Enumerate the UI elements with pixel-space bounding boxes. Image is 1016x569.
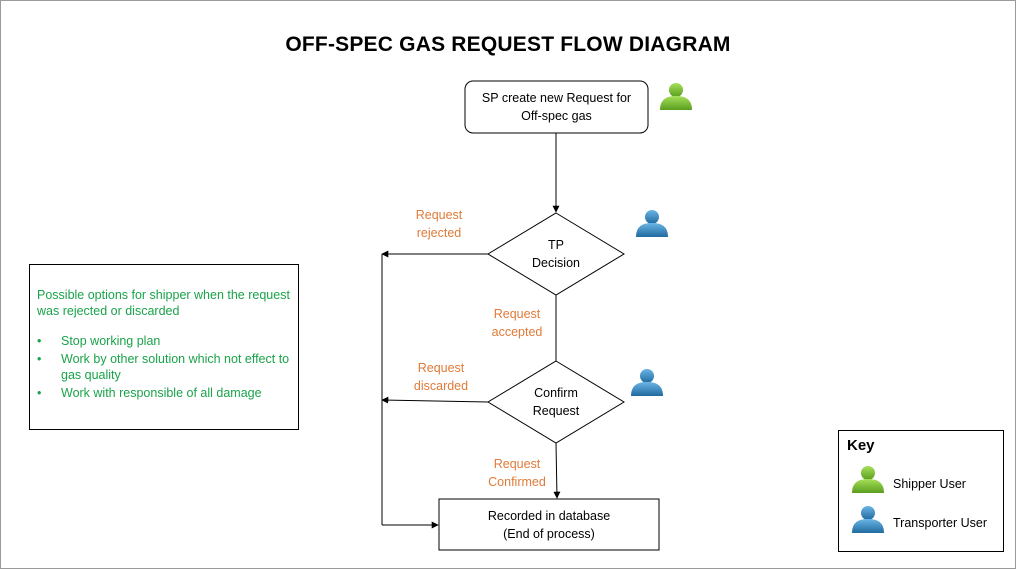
shipper-options-note <box>29 264 299 430</box>
legend-transporter-label: Transporter User <box>893 516 988 530</box>
confirm-request-label <box>506 384 606 420</box>
shipper-option-item <box>37 351 292 383</box>
confirm-request-line-2: Request <box>532 404 580 418</box>
edge-label-rejected-line-1: Request <box>415 208 463 222</box>
edge-label-discarded <box>401 359 481 395</box>
edge-label-accepted-line-2: accepted <box>491 325 543 339</box>
edge-discarded <box>382 400 488 402</box>
tp-decision-label <box>506 236 606 272</box>
edge-label-confirmed-line-1: Request <box>493 457 541 471</box>
confirm-request-line-1: Confirm <box>534 386 578 400</box>
shipper-option-item <box>37 333 292 349</box>
bullet-icon: • <box>37 334 42 348</box>
edge-label-rejected-line-2: rejected <box>416 226 462 240</box>
tp-decision-line-1: TP <box>548 238 564 252</box>
edge-label-discarded-line-2: discarded <box>413 379 469 393</box>
shipper-option-text: Stop working plan <box>61 334 161 348</box>
tp-decision-line-2: Decision <box>532 256 580 270</box>
end-node-line-2: (End of process) <box>503 527 595 541</box>
transporter-user-icon <box>636 210 668 237</box>
shipper-options-heading: Possible options for shipper when the request was rejected or discarded <box>37 288 290 318</box>
shipper-option-text: Work by other solution which not effect to gas quality <box>61 352 290 382</box>
edge-label-accepted <box>477 305 557 341</box>
legend-key <box>838 430 1004 552</box>
shipper-option-text: Work with responsible of all damage <box>61 386 262 400</box>
edge-label-confirmed <box>477 455 557 491</box>
start-node-label <box>465 89 648 125</box>
transporter-user-icon <box>631 369 663 396</box>
start-node-line-1: SP create new Request for <box>481 91 632 105</box>
bullet-icon: • <box>37 386 42 400</box>
start-node-line-2: Off-spec gas <box>521 109 592 123</box>
edge-label-rejected <box>399 206 479 242</box>
edge-label-accepted-line-1: Request <box>493 307 541 321</box>
shipper-user-icon <box>660 83 692 110</box>
page-title: OFF-SPEC GAS REQUEST FLOW DIAGRAM <box>285 33 731 56</box>
edge-label-discarded-line-1: Request <box>417 361 465 375</box>
end-node-label <box>439 507 659 543</box>
shipper-options-list <box>37 333 292 401</box>
legend-title: Key <box>847 437 875 454</box>
edge-label-confirmed-line-2: Confirmed <box>488 475 546 489</box>
shipper-option-item <box>37 385 292 401</box>
end-node-line-1: Recorded in database <box>487 509 611 523</box>
bullet-icon: • <box>37 352 42 366</box>
legend-shipper-label: Shipper User <box>893 477 966 491</box>
